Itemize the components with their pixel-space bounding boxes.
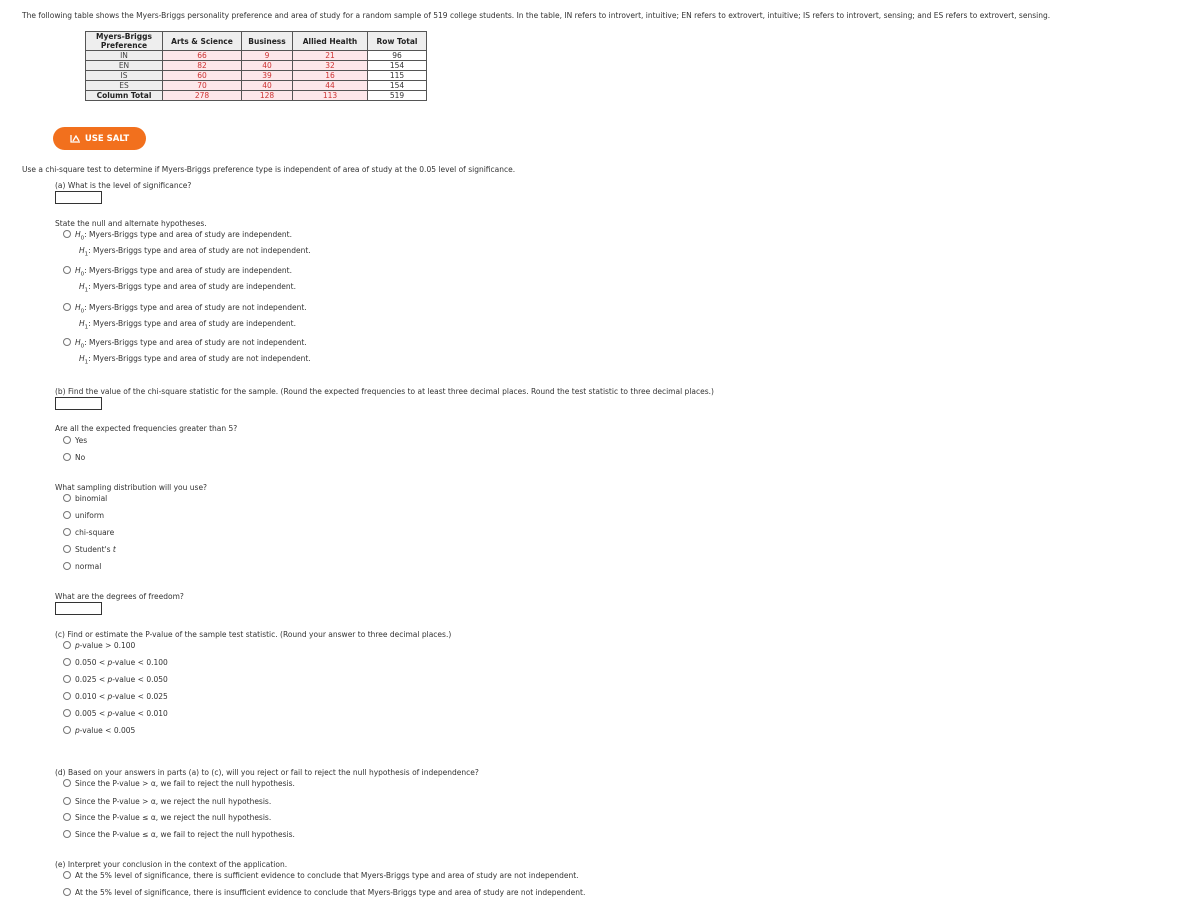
table-cell: 9 [242, 51, 293, 61]
column-total-cell: 113 [293, 91, 368, 101]
expected-question: Are all the expected frequencies greater than 5? [55, 424, 238, 433]
row-total-cell: 115 [368, 71, 427, 81]
radio-button[interactable] [63, 675, 71, 683]
part-d-question: (d) Based on your answers in parts (a) to (c), will you reject or fail to reject the null hypothesis of independence? [55, 768, 479, 777]
radio-button[interactable] [63, 266, 71, 274]
table-row [86, 81, 427, 91]
radio-button[interactable] [63, 813, 71, 821]
pvalue-option-2[interactable]: 0.050 < p-value < 0.100 [63, 658, 168, 667]
radio-button[interactable] [63, 528, 71, 536]
header-arts-science: Arts & Science [163, 32, 242, 51]
dist-option-uniform[interactable]: uniform [63, 511, 104, 520]
table-cell: 16 [293, 71, 368, 81]
decision-option-1[interactable]: Since the P-value > α, we fail to reject the null hypothesis. [63, 779, 295, 788]
part-e-question: (e) Interpret your conclusion in the context of the application. [55, 860, 288, 869]
part-b-question: (b) Find the value of the chi-square statistic for the sample. (Round the expected frequencies to at least three decimal places. Round the test statistic to three decimal places.) [55, 387, 714, 396]
radio-button[interactable] [63, 338, 71, 346]
radio-button[interactable] [63, 641, 71, 649]
row-total-cell: 96 [368, 51, 427, 61]
distribution-question: What sampling distribution will you use? [55, 483, 208, 492]
df-input[interactable] [55, 602, 102, 615]
interpret-option-1[interactable]: At the 5% level of significance, there is sufficient evidence to conclude that Myers-Briggs type and area of study are not independent. [63, 871, 579, 880]
radio-button[interactable] [63, 726, 71, 734]
hypothesis-h1-4: $H_1$: Myers-Briggs type and area of study are not independent. [79, 354, 311, 366]
dist-option-binomial[interactable]: binomial [63, 494, 107, 503]
column-total-label: Column Total [86, 91, 163, 101]
decision-option-4[interactable]: Since the P-value ≤ α, we fail to reject the null hypothesis. [63, 830, 295, 839]
table-cell: 40 [242, 61, 293, 71]
radio-button[interactable] [63, 230, 71, 238]
table-cell: 44 [293, 81, 368, 91]
salt-logo-icon [70, 134, 81, 143]
radio-button[interactable] [63, 830, 71, 838]
table-cell: 82 [163, 61, 242, 71]
table-row [86, 71, 427, 81]
table-cell: 40 [242, 81, 293, 91]
df-question: What are the degrees of freedom? [55, 592, 184, 601]
radio-button[interactable] [63, 888, 71, 896]
table-cell: 32 [293, 61, 368, 71]
significance-input[interactable] [55, 191, 102, 204]
data-table [85, 31, 427, 101]
table-cell: 60 [163, 71, 242, 81]
decision-option-2[interactable]: Since the P-value > α, we reject the null hypothesis. [63, 797, 271, 806]
table-row [86, 61, 427, 71]
radio-button[interactable] [63, 494, 71, 502]
dist-option-normal[interactable]: normal [63, 562, 101, 571]
radio-button[interactable] [63, 871, 71, 879]
table-cell: 66 [163, 51, 242, 61]
row-total-cell: 154 [368, 61, 427, 71]
pvalue-option-5[interactable]: 0.005 < p-value < 0.010 [63, 709, 168, 718]
dist-option-students-t[interactable]: Student's t [63, 545, 116, 554]
radio-button[interactable] [63, 453, 71, 461]
expected-option-yes[interactable]: Yes [63, 436, 87, 445]
column-total-cell: 278 [163, 91, 242, 101]
hypothesis-h1-3: $H_1$: Myers-Briggs type and area of study are independent. [79, 319, 296, 331]
use-salt-label: USE SALT [84, 133, 130, 144]
row-total-cell: 154 [368, 81, 427, 91]
table-cell: 39 [242, 71, 293, 81]
dist-option-chi-square[interactable]: chi-square [63, 528, 114, 537]
radio-button[interactable] [63, 692, 71, 700]
radio-button[interactable] [63, 797, 71, 805]
hypothesis-option-2[interactable]: $H_0$: Myers-Briggs type and area of study are independent. [63, 266, 292, 278]
header-row-total: Row Total [368, 32, 427, 51]
radio-button[interactable] [63, 709, 71, 717]
table-cell: 70 [163, 81, 242, 91]
interpret-option-2[interactable]: At the 5% level of significance, there is insufficient evidence to conclude that Myers-Briggs type and area of study are not independent. [63, 888, 585, 897]
header-allied-health: Allied Health [293, 32, 368, 51]
table-header-row [86, 32, 427, 51]
pvalue-option-4[interactable]: 0.010 < p-value < 0.025 [63, 692, 168, 701]
table-row [86, 51, 427, 61]
intro-text: The following table shows the Myers-Briggs personality preference and area of study for a random sample of 519 college students. In the table, IN refers to introvert, intuitive; EN refers to extrovert, intuitive; IS refers to introvert, sensing; and ES refers to extrovert, sensing. [22, 11, 1051, 20]
expected-option-no[interactable]: No [63, 453, 85, 462]
chi-square-input[interactable] [55, 397, 102, 410]
radio-button[interactable] [63, 779, 71, 787]
instruction-text: Use a chi-square test to determine if Myers-Briggs preference type is independent of area of study at the 0.05 level of significance. [22, 165, 516, 174]
row-label: EN [86, 61, 163, 71]
row-label: IN [86, 51, 163, 61]
radio-button[interactable] [63, 511, 71, 519]
grand-total-cell: 519 [368, 91, 427, 101]
table-cell: 21 [293, 51, 368, 61]
hypothesis-option-1[interactable]: $H_0$: Myers-Briggs type and area of study are independent. [63, 230, 292, 242]
part-a-question: (a) What is the level of significance? [55, 181, 192, 190]
part-c-question: (c) Find or estimate the P-value of the sample test statistic. (Round your answer to three decimal places.) [55, 630, 452, 639]
pvalue-option-3[interactable]: 0.025 < p-value < 0.050 [63, 675, 168, 684]
hypothesis-option-3[interactable]: $H_0$: Myers-Briggs type and area of study are not independent. [63, 303, 307, 315]
use-salt-button[interactable] [53, 127, 146, 150]
radio-button[interactable] [63, 545, 71, 553]
hypotheses-intro: State the null and alternate hypotheses. [55, 219, 207, 228]
pvalue-option-1[interactable]: p-value > 0.100 [63, 641, 135, 650]
radio-button[interactable] [63, 658, 71, 666]
radio-button[interactable] [63, 562, 71, 570]
row-label: IS [86, 71, 163, 81]
hypothesis-h1-2: $H_1$: Myers-Briggs type and area of study are independent. [79, 282, 296, 294]
radio-button[interactable] [63, 436, 71, 444]
column-total-cell: 128 [242, 91, 293, 101]
header-business: Business [242, 32, 293, 51]
header-preference: Myers-Briggs Preference [86, 32, 163, 51]
hypothesis-option-4[interactable]: $H_0$: Myers-Briggs type and area of study are not independent. [63, 338, 307, 350]
hypothesis-h1-1: $H_1$: Myers-Briggs type and area of study are not independent. [79, 246, 311, 258]
row-label: ES [86, 81, 163, 91]
decision-option-3[interactable]: Since the P-value ≤ α, we reject the null hypothesis. [63, 813, 271, 822]
pvalue-option-6[interactable]: p-value < 0.005 [63, 726, 135, 735]
column-total-row [86, 91, 427, 101]
radio-button[interactable] [63, 303, 71, 311]
